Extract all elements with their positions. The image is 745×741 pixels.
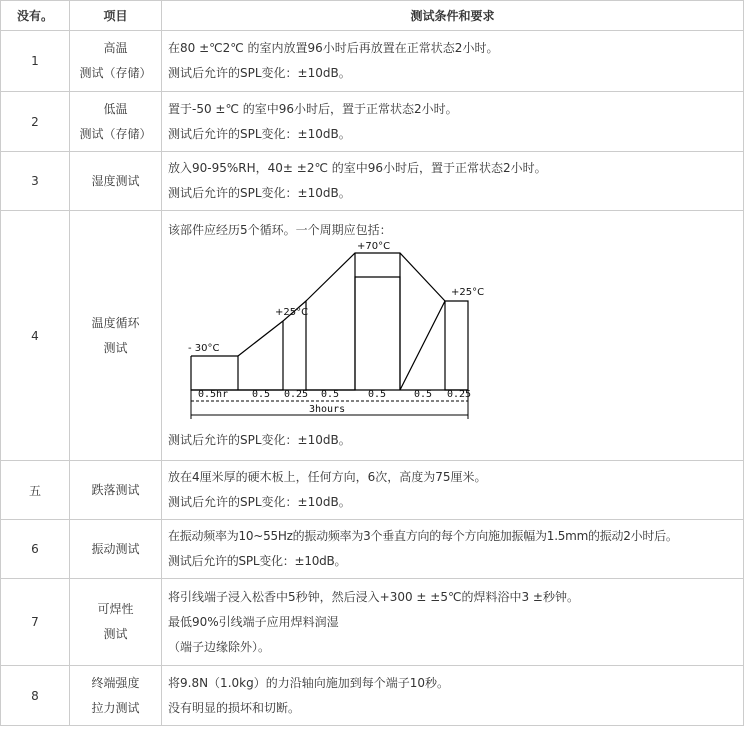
item-line: 终端强度 [91, 675, 140, 690]
condition-line: 测试后允许的SPL变化：±10dB。 [168, 495, 351, 509]
condition-line: 测试后允许的SPL变化：±10dB。 [168, 433, 351, 447]
row-conditions [162, 92, 744, 152]
table-row [1, 461, 744, 520]
condition-line: 放在4厘米厚的硬木板上，任何方向，6次，高度为75厘米。 [168, 470, 487, 484]
row-number: 2 [1, 92, 70, 152]
row-conditions [162, 666, 744, 726]
segment-duration-label: 0.5hr [198, 389, 229, 400]
row-conditions [162, 152, 744, 211]
segment-duration-label: 0.5 [414, 389, 433, 400]
condition-line: 测试后允许的SPL变化：±10dB。 [168, 186, 351, 200]
condition-line: 置于-50 ±℃ 的室中96小时后，置于正常状态2小时。 [168, 101, 458, 116]
condition-line: 将9.8N（1.0kg）的力沿轴向施加到每个端子10秒。 [168, 675, 449, 690]
condition-line: 最低90%引线端子应用焊料润湿 [168, 614, 339, 629]
condition-line: 没有明显的损坏和切断。 [168, 700, 301, 715]
row-number: 1 [1, 31, 70, 92]
row-conditions [162, 211, 744, 461]
item-line: 拉力测试 [91, 700, 140, 715]
condition-line: 放入90-95%RH，40± ±2℃ 的室中96小时后，置于正常状态2小时。 [168, 161, 547, 175]
item-line: 可焊性 [97, 602, 134, 616]
item-line: 低温 [103, 101, 128, 116]
condition-line: 将引线端子浸入松香中5秒钟，然后浸入+300 ± ±5℃的焊料浴中3 ±秒钟。 [168, 589, 579, 604]
item-line: 温度循环 [91, 315, 140, 330]
segment-duration-label: 0.5 [321, 389, 340, 400]
header-no: 没有。 [1, 1, 70, 31]
temperature-label-mid-2: +25°C [451, 287, 485, 298]
condition-line: （端子边缘除外）。 [168, 639, 271, 654]
profile-segment [238, 321, 283, 356]
row-item [70, 666, 162, 726]
row-item [70, 579, 162, 666]
condition-line: 在80 ±℃2℃ 的室内放置96小时后再放置在正常状态2小时。 [168, 41, 499, 55]
row-number: 3 [1, 152, 70, 211]
total-duration-label: 3hours [309, 404, 346, 415]
row-number: 4 [1, 211, 70, 461]
row-item [70, 211, 162, 461]
header-item: 项目 [70, 1, 162, 31]
table-row [1, 211, 744, 461]
item-line: 测试（存储） [79, 126, 152, 141]
condition-line: 测试后允许的SPL变化：±10dB。 [168, 66, 351, 80]
row-item [70, 152, 162, 211]
temperature-label-high: +70°C [357, 241, 391, 252]
row-item [70, 461, 162, 520]
row-conditions [162, 579, 744, 666]
row-number: 6 [1, 520, 70, 579]
row-conditions [162, 461, 744, 520]
row-conditions [162, 31, 744, 92]
row-number: 7 [1, 579, 70, 666]
segment-duration-label: 0.25 [284, 389, 309, 400]
row-item [70, 31, 162, 92]
table-row [1, 579, 744, 666]
temperature-profile-line [191, 277, 468, 390]
table-row [1, 666, 744, 726]
condition-line: 测试后允许的SPL变化：±10dB。 [168, 126, 351, 141]
row-number: 五 [1, 461, 70, 520]
header-conditions: 测试条件和要求 [162, 1, 744, 31]
table-row [1, 152, 744, 211]
table-row [1, 92, 744, 152]
item-line: 振动测试 [91, 541, 140, 556]
header-row [1, 1, 744, 31]
segment-duration-label: 0.25 [447, 389, 472, 400]
temperature-cycle-diagram [168, 241, 485, 428]
item-line: 测试（存储） [79, 66, 152, 80]
row-number: 8 [1, 666, 70, 726]
condition-line: 在振动频率为10~55Hz的振动频率为3个垂直方向的每个方向施加振幅为1.5mm的振动2小时后。 [168, 529, 678, 543]
table-row [1, 31, 744, 92]
table-row [1, 520, 744, 579]
segment-duration-label: 0.5 [368, 389, 387, 400]
condition-line: 测试后允许的SPL变化：±10dB。 [168, 554, 347, 568]
temperature-label-low: - 30°C [188, 343, 220, 354]
row-item [70, 92, 162, 152]
row-item [70, 520, 162, 579]
item-line: 跌落测试 [91, 482, 140, 497]
item-line: 湿度测试 [91, 173, 140, 188]
row-conditions [162, 520, 744, 579]
condition-line: 该部件应经历5个循环。一个周期应包括： [168, 223, 392, 237]
profile-segment [191, 356, 238, 390]
segment-duration-label: 0.5 [252, 389, 271, 400]
temperature-label-mid: +25°C [275, 307, 309, 318]
item-line: 测试 [103, 627, 128, 641]
item-line: 测试 [103, 340, 128, 355]
item-line: 高温 [103, 41, 128, 55]
